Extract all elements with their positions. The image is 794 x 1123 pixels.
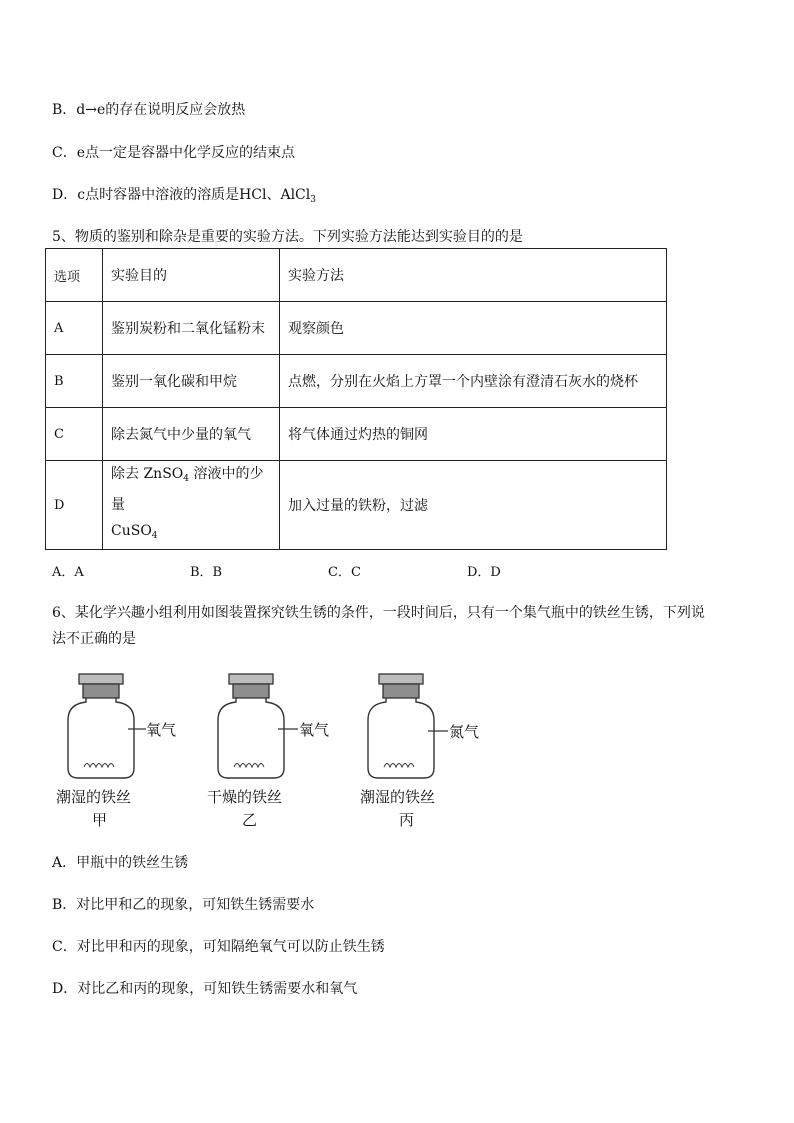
table-row <box>46 408 667 461</box>
row-method: 观察颜色 <box>280 302 667 355</box>
table-header-row <box>46 249 667 302</box>
jar-bing-gas-label: 氮气 <box>449 723 480 741</box>
row-method: 将气体通过灼热的铜网 <box>280 408 667 461</box>
header-option: 选项 <box>46 249 103 302</box>
experiment-table <box>45 248 667 550</box>
option-c-prev: C．e点一定是容器中化学反应的结束点 <box>52 145 295 161</box>
row-purpose: 鉴别炭粉和二氧化锰粉末 <box>103 302 280 355</box>
row-method: 点燃，分别在火焰上方罩一个内壁涂有澄清石灰水的烧杯 <box>280 355 667 408</box>
row-purpose <box>103 461 280 550</box>
choice-b: B．B <box>190 565 223 580</box>
table-row <box>46 461 667 550</box>
jar-bing-name: 丙 <box>399 811 415 829</box>
option-b-prev: B．d→e的存在说明反应会放热 <box>52 102 246 118</box>
choice-c: C．C <box>328 565 361 580</box>
question-5-stem: 5、物质的鉴别和除杂是重要的实验方法。下列实验方法能达到实验目的的是 <box>52 229 523 245</box>
question-6-stem-line1: 6、某化学兴趣小组利用如图装置探究铁生锈的条件，一段时间后，只有一个集气瓶中的铁丝生锈，下列说 <box>52 605 705 621</box>
table-row <box>46 302 667 355</box>
jar-bing-wire-label: 潮湿的铁丝 <box>360 788 436 806</box>
row-option: B <box>46 355 103 408</box>
row-option: D <box>46 461 103 550</box>
jar-yi-leader-line <box>278 720 300 736</box>
choice-d: D．D <box>467 565 501 580</box>
q6-option-b: B．对比甲和乙的现象，可知铁生锈需要水 <box>52 897 315 913</box>
q6-option-a: A．甲瓶中的铁丝生锈 <box>52 855 189 871</box>
purpose-part: 除去 ZnSO <box>111 466 184 482</box>
choice-a: A．A <box>52 565 84 580</box>
purpose-part: 溶液中的少量 <box>111 466 264 513</box>
jar-jia-gas-label: 氧气 <box>146 721 177 739</box>
row-method: 加入过量的铁粉，过滤 <box>280 461 667 550</box>
header-method: 实验方法 <box>280 249 667 302</box>
jar-yi-gas-label: 氧气 <box>299 721 330 739</box>
jar-yi-name: 乙 <box>242 811 258 829</box>
header-purpose: 实验目的 <box>103 249 280 302</box>
jar-jia-name: 甲 <box>92 811 108 829</box>
option-d-prev-subscript: 3 <box>310 195 316 205</box>
row-purpose: 鉴别一氧化碳和甲烷 <box>103 355 280 408</box>
purpose-part: CuSO <box>111 523 152 539</box>
q6-option-d: D．对比乙和丙的现象，可知铁生锈需要水和氧气 <box>52 981 358 997</box>
row-option: C <box>46 408 103 461</box>
purpose-subscript: 4 <box>183 474 189 484</box>
jar-jia-leader-line <box>128 720 148 736</box>
option-d-prev <box>52 184 316 205</box>
jar-jia-wire-label: 潮湿的铁丝 <box>56 788 132 806</box>
question-6-stem-line2: 法不正确的是 <box>52 631 136 647</box>
q6-option-c: C．对比甲和丙的现象，可知隔绝氧气可以防止铁生锈 <box>52 939 385 955</box>
jar-bing-leader-line <box>428 722 450 738</box>
row-purpose: 除去氮气中少量的氧气 <box>103 408 280 461</box>
row-option: A <box>46 302 103 355</box>
table-row <box>46 355 667 408</box>
option-d-prev-text: D．c点时容器中溶液的溶质是HCl、AlCl <box>52 187 311 203</box>
purpose-subscript: 4 <box>151 531 158 541</box>
jar-yi-wire-label: 干燥的铁丝 <box>207 788 283 806</box>
